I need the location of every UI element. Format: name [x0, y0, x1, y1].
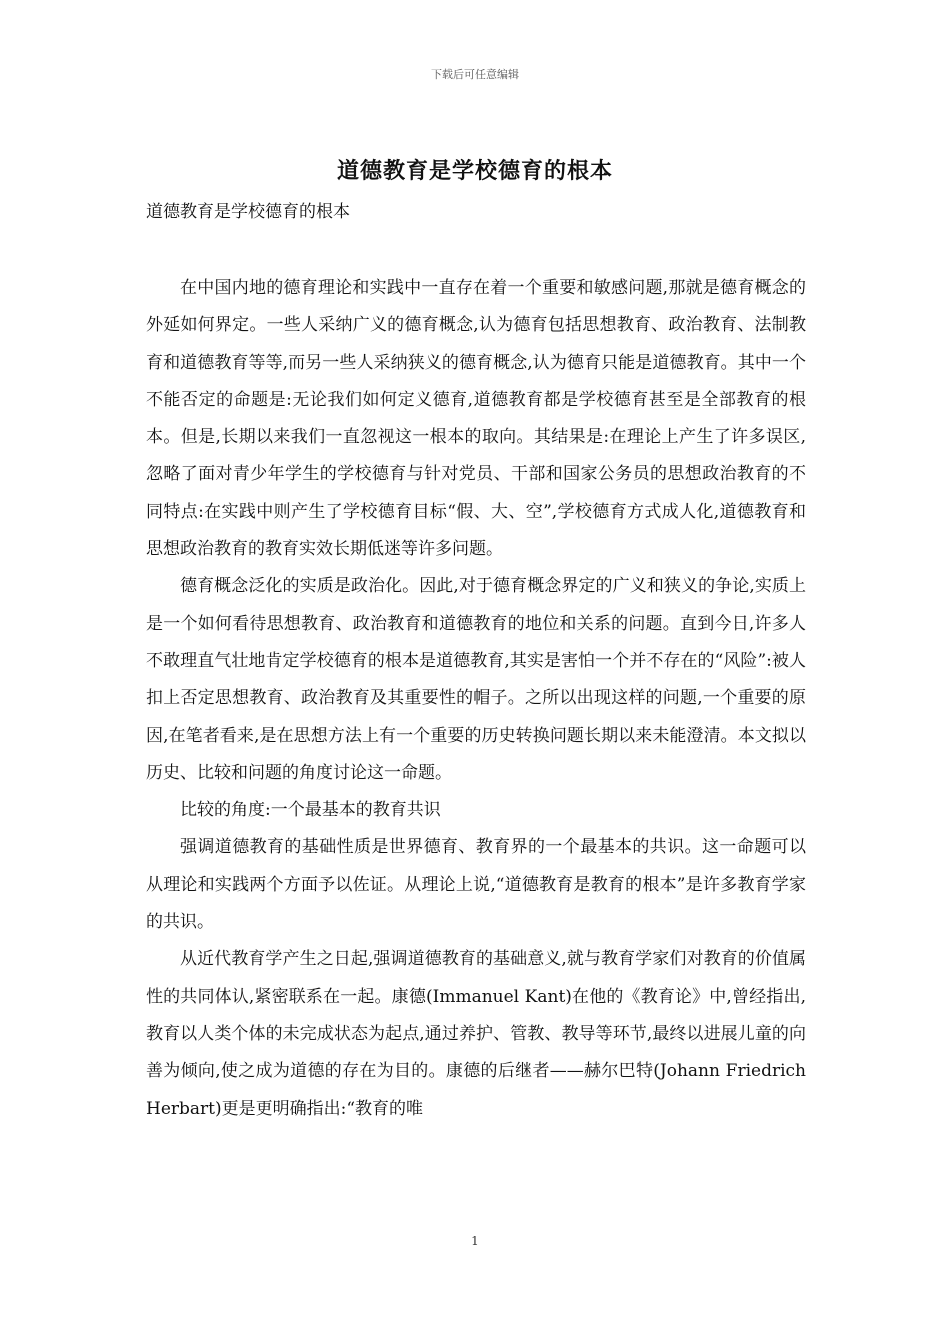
- paragraph-2: 德育概念泛化的实质是政治化。因此,对于德育概念界定的广义和狭义的争论,实质上是一个如何看待思想教育、政治教育和道德教育的地位和关系的问题。直到今日,许多人不敢理直气壮地肯定学校德育的根本是道德教育,其实是害怕一个并不存在的“风险”:被人扣上否定思想教育、政治教育及其重要性的帽子。之所以出现这样的问题,一个重要的原因,在笔者看来,是在思想方法上有一个重要的历史转换问题长期以来未能澄清。本文拟以历史、比较和问题的角度讨论这一命题。: [146, 576, 806, 783]
- paragraph-3: 强调道德教育的基础性质是世界德育、教育界的一个最基本的共识。这一命题可以从理论和实践两个方面予以佐证。从理论上说,“道德教育是教育的根本”是许多教育学家的共识。: [146, 837, 806, 933]
- document-subtitle: 道德教育是学校德育的根本: [146, 202, 350, 222]
- section-heading: 比较的角度:一个最基本的教育共识: [180, 800, 441, 821]
- page-header-note: 下载后可任意编辑: [431, 68, 519, 81]
- paragraph-1: 在中国内地的德育理论和实践中一直存在着一个重要和敏感问题,那就是德育概念的外延如何界定。一些人采纳广义的德育概念,认为德育包括思想教育、政治教育、法制教育和道德教育等等,而另一些人采纳狭义的德育概念,认为德育只能是道德教育。其中一个不能否定的命题是:无论我们如何定义德育,道德教育都是学校德育甚至是全部教育的根本。但是,长期以来我们一直忽视这一根本的取向。其结果是:在理论上产生了许多误区,忽略了面对青少年学生的学校德育与针对党员、干部和国家公务员的思想政治教育的不同特点:在实践中则产生了学校德育目标“假、大、空”,学校德育方式成人化,道德教育和思想政治教育的教育实效长期低迷等许多问题。: [146, 278, 806, 560]
- document-title: 道德教育是学校德育的根本: [336, 159, 613, 184]
- page-number: 1: [471, 1234, 479, 1248]
- paragraph-4: 从近代教育学产生之日起,强调道德教育的基础意义,就与教育学家们对教育的价值属性的共同体认,紧密联系在一起。康德(Immanuel Kant)在他的《教育论》中,曾经指出,教育以人类个体的未完成状态为起点,通过养护、管教、教导等环节,最终以进展儿童的向善为倾向,使之成为道德的存在为目的。康德的后继者——赫尔巴特(Johann Friedrich Herbart)更是更明确指出:“教育的唯: [146, 949, 806, 1119]
- document-body: [146, 270, 806, 1128]
